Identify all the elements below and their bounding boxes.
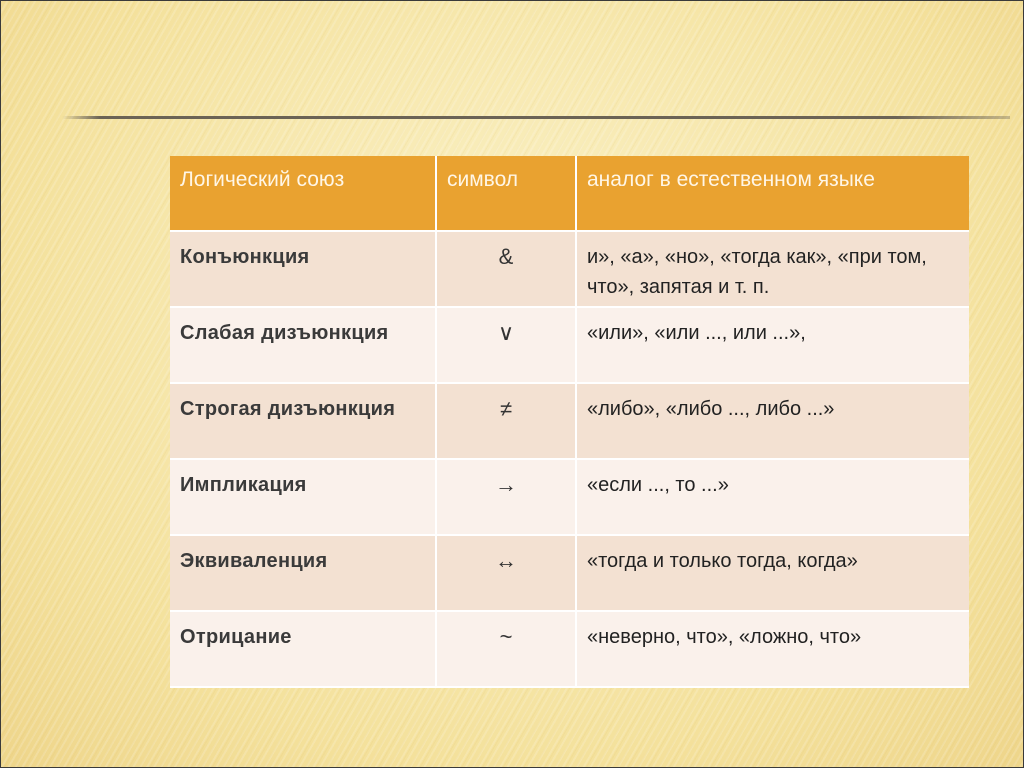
table-row <box>170 383 969 459</box>
logic-table-container <box>170 156 969 689</box>
analog-cell: «либо», «либо ..., либо ...» <box>576 383 969 459</box>
table-row <box>170 459 969 535</box>
term-cell: Строгая дизъюнкция <box>170 383 436 459</box>
term-cell: Конъюнкция <box>170 231 436 307</box>
term-cell: Импликация <box>170 459 436 535</box>
header-symbol: символ <box>436 156 576 231</box>
logic-connectives-table <box>170 156 969 688</box>
table-row <box>170 611 969 687</box>
term-cell: Эквиваленция <box>170 535 436 611</box>
title-divider-line <box>62 116 1010 119</box>
header-natural-language-analog: аналог в естественном языке <box>576 156 969 231</box>
table-header-row <box>170 156 969 231</box>
term-cell: Отрицание <box>170 611 436 687</box>
analog-cell: «неверно, что», «ложно, что» <box>576 611 969 687</box>
term-cell: Слабая дизъюнкция <box>170 307 436 383</box>
symbol-cell: ↔ <box>436 535 576 611</box>
symbol-cell: ~ <box>436 611 576 687</box>
header-logical-connective: Логический союз <box>170 156 436 231</box>
symbol-cell: ∨ <box>436 307 576 383</box>
table-row <box>170 307 969 383</box>
table-row <box>170 231 969 307</box>
symbol-cell: ≠ <box>436 383 576 459</box>
analog-cell: «или», «или ..., или ...», <box>576 307 969 383</box>
analog-cell: и», «а», «но», «тогда как», «при том, что», запятая и т. п. <box>576 231 969 307</box>
symbol-cell: & <box>436 231 576 307</box>
analog-cell: «тогда и только тогда, когда» <box>576 535 969 611</box>
symbol-cell: → <box>436 459 576 535</box>
table-row <box>170 535 969 611</box>
analog-cell: «если ..., то ...» <box>576 459 969 535</box>
